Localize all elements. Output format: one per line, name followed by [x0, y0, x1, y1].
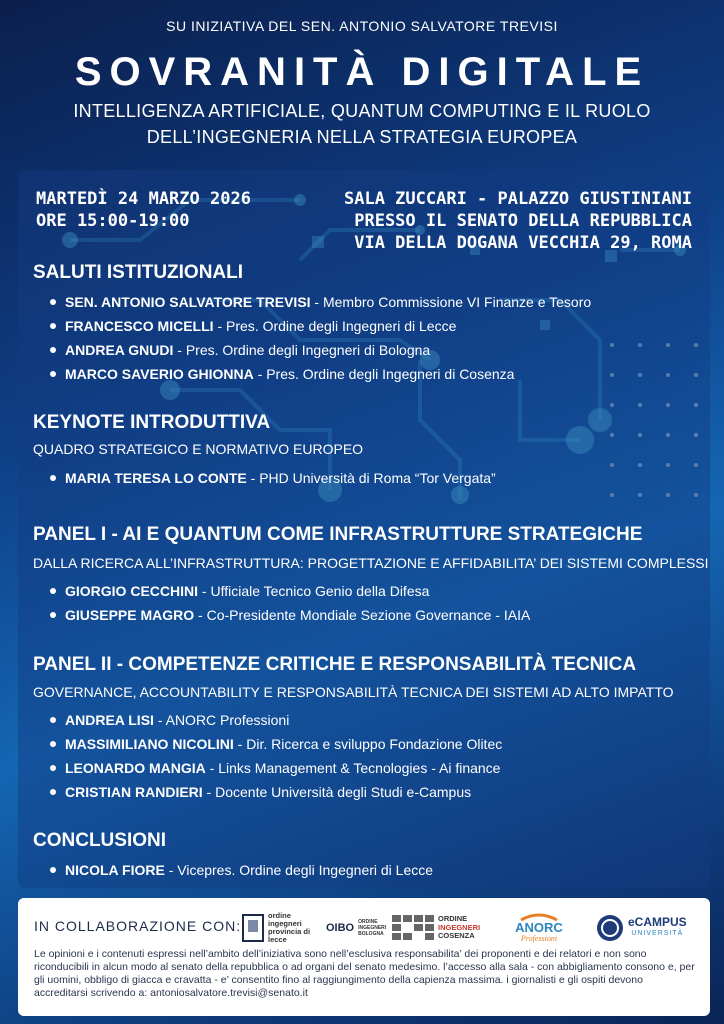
bullet-icon: [50, 765, 56, 771]
event-venue: [330, 188, 692, 254]
event-date: MARTEDÌ 24 MARZO 2026: [36, 189, 251, 209]
speaker-role: - Membro Commissione VI Finanze e Tesoro: [310, 294, 592, 310]
speaker-role: - Ufficiale Tecnico Genio della Difesa: [198, 583, 430, 599]
speaker-role: - Dir. Ricerca e sviluppo Fondazione Olitec: [233, 736, 503, 752]
bullet-icon: [50, 612, 56, 618]
list-item: [50, 756, 502, 780]
list-item: [50, 732, 502, 756]
speaker-name: GIORGIO CECCHINI: [65, 583, 199, 599]
event-datetime: [36, 188, 251, 232]
speaker-role: - Links Management & Tecnologies - Ai finance: [205, 760, 501, 776]
speaker-name: MARIA TERESA LO CONTE: [65, 470, 247, 486]
section-subtitle-panel-1: DALLA RICERCA ALL’INFRASTRUTTURA: PROGETTAZIONE E AFFIDABILITA’ DEI SISTEMI COMPLESSI: [33, 555, 709, 571]
speaker-list-panel-1: [50, 579, 530, 627]
ecampus-seal-icon: [596, 914, 624, 942]
speaker-name: LEONARDO MANGIA: [65, 760, 206, 776]
speaker-role: - Docente Università degli Studi e-Campus: [202, 784, 472, 800]
collaboration-label: IN COLLABORAZIONE CON:: [34, 918, 242, 934]
venue-line-1: SALA ZUCCARI - PALAZZO GIUSTINIANI: [344, 189, 692, 209]
page-subtitle: [60, 98, 664, 150]
logo-ordine-lecce: [242, 910, 316, 946]
speaker-name: ANDREA GNUDI: [65, 342, 174, 358]
bullet-icon: [50, 741, 56, 747]
bullet-icon: [50, 347, 56, 353]
logo-ordine-cosenza: [392, 910, 492, 946]
speaker-list-panel-2: [50, 708, 502, 804]
page-title: SOVRANITÀ DIGITALE: [74, 50, 650, 94]
section-title-panel-1: PANEL I - AI E QUANTUM COME INFRASTRUTTURE STRATEGICHE: [33, 524, 643, 545]
list-item: [50, 314, 591, 338]
bullet-icon: [50, 323, 56, 329]
speaker-name: NICOLA FIORE: [65, 862, 165, 878]
cosenza-text-3: COSENZA: [438, 931, 475, 941]
cosenza-logo-text: [438, 915, 480, 941]
footer: [18, 898, 710, 1016]
list-item: [50, 362, 591, 386]
speaker-role: - Vicepres. Ordine degli Ingegneri di Lecce: [164, 862, 434, 878]
lecce-logo-text: ordine ingegneri provincia di lecce: [268, 911, 311, 944]
bullet-icon: [50, 867, 56, 873]
bullet-icon: [50, 717, 56, 723]
disclaimer-text: Le opinioni e i contenuti espressi nell’ambito dell’iniziativa sono nell’esclusiva responsabilita’ dei proponenti e dei relatori e non sono riconducibili in alcun modo al senato della repubblica o ad organi del senato medesimo. l’accesso alla sala - con abbigliamento consono e, per gli uomini, obbligo di giacca e cravatta - e’ consentito fino al raggiungimento della capienza massima. i giornalisti e gli ospiti devono accreditarsi scrivendo a: antoniosalvatore.trevisi@senato.it: [34, 948, 695, 999]
bologna-logo-text: ORDINE INGEGNERI BOLOGNA: [358, 919, 387, 937]
speaker-list-saluti: [50, 290, 591, 386]
venue-line-2: PRESSO IL SENATO DELLA REPUBBLICA: [354, 211, 692, 231]
bullet-icon: [50, 299, 56, 305]
speaker-name: GIUSEPPE MAGRO: [65, 607, 195, 623]
speaker-role: - Pres. Ordine degli Ingegneri di Bologna: [173, 342, 431, 358]
logo-anorc: [506, 910, 572, 946]
logo-ordine-bologna: [326, 910, 387, 946]
anorc-text: ANORC: [515, 920, 563, 935]
list-item: [50, 708, 502, 732]
speaker-role: - Pres. Ordine degli Ingegneri di Cosenza: [253, 366, 515, 382]
list-item: [50, 338, 591, 362]
section-title-conclusioni: CONCLUSIONI: [33, 830, 166, 851]
initiative-line: SU INIZIATIVA DEL SEN. ANTONIO SALVATORE TREVISI: [166, 18, 558, 34]
speaker-role: - Co-Presidente Mondiale Sezione Governance - IAIA: [194, 607, 531, 623]
cosenza-text-2: INGEGNERI: [438, 922, 481, 932]
cosenza-text-1: ORDINE: [438, 914, 468, 924]
speaker-role: - PHD Università di Roma “Tor Vergata”: [246, 470, 496, 486]
logo-ecampus: [596, 910, 704, 946]
list-item: [50, 780, 502, 804]
subtitle-line-1: INTELLIGENZA ARTIFICIALE, QUANTUM COMPUTING E IL RUOLO: [73, 101, 651, 121]
venue-line-3: VIA DELLA DOGANA VECCHIA 29, ROMA: [354, 233, 692, 253]
speaker-role: - Pres. Ordine degli Ingegneri di Lecce: [213, 318, 457, 334]
speaker-list-conclusioni: [50, 858, 433, 882]
ecampus-sub: UNIVERSITÀ: [631, 930, 684, 937]
list-item: [50, 466, 496, 490]
ecampus-text: eCAMPUS: [628, 915, 687, 929]
speaker-name: SEN. ANTONIO SALVATORE TREVISI: [65, 294, 311, 310]
speaker-name: FRANCESCO MICELLI: [65, 318, 214, 334]
speaker-name: ANDREA LISI: [65, 712, 154, 728]
cosenza-grid-icon: [392, 915, 434, 941]
list-item: [50, 579, 530, 603]
bullet-icon: [50, 789, 56, 795]
event-time: ORE 15:00-19:00: [36, 211, 190, 231]
subtitle-line-2: DELL’INGEGNERIA NELLA STRATEGIA EUROPEA: [146, 127, 578, 147]
section-subtitle-panel-2: GOVERNANCE, ACCOUNTABILITY E RESPONSABILITÀ TECNICA DEI SISTEMI AD ALTO IMPATTO: [33, 684, 674, 700]
ecampus-logo-text: [628, 917, 687, 939]
speaker-name: CRISTIAN RANDIERI: [65, 784, 203, 800]
lecce-crest-icon: [242, 914, 264, 942]
bologna-mark: OIBO: [326, 922, 355, 934]
speaker-role: - ANORC Professioni: [153, 712, 290, 728]
bullet-icon: [50, 588, 56, 594]
list-item: [50, 858, 433, 882]
speaker-name: MASSIMILIANO NICOLINI: [65, 736, 234, 752]
list-item: [50, 603, 530, 627]
section-title-saluti: SALUTI ISTITUZIONALI: [33, 262, 244, 283]
speaker-name: MARCO SAVERIO GHIONNA: [65, 366, 254, 382]
section-title-keynote: KEYNOTE INTRODUTTIVA: [33, 412, 271, 433]
bullet-icon: [50, 371, 56, 377]
speaker-list-keynote: [50, 466, 496, 490]
section-subtitle-keynote: QUADRO STRATEGICO E NORMATIVO EUROPEO: [33, 441, 364, 457]
anorc-sub: Professioni: [520, 934, 558, 943]
section-title-panel-2: PANEL II - COMPETENZE CRITICHE E RESPONSABILITÀ TECNICA: [33, 654, 637, 675]
list-item: [50, 290, 591, 314]
bullet-icon: [50, 475, 56, 481]
